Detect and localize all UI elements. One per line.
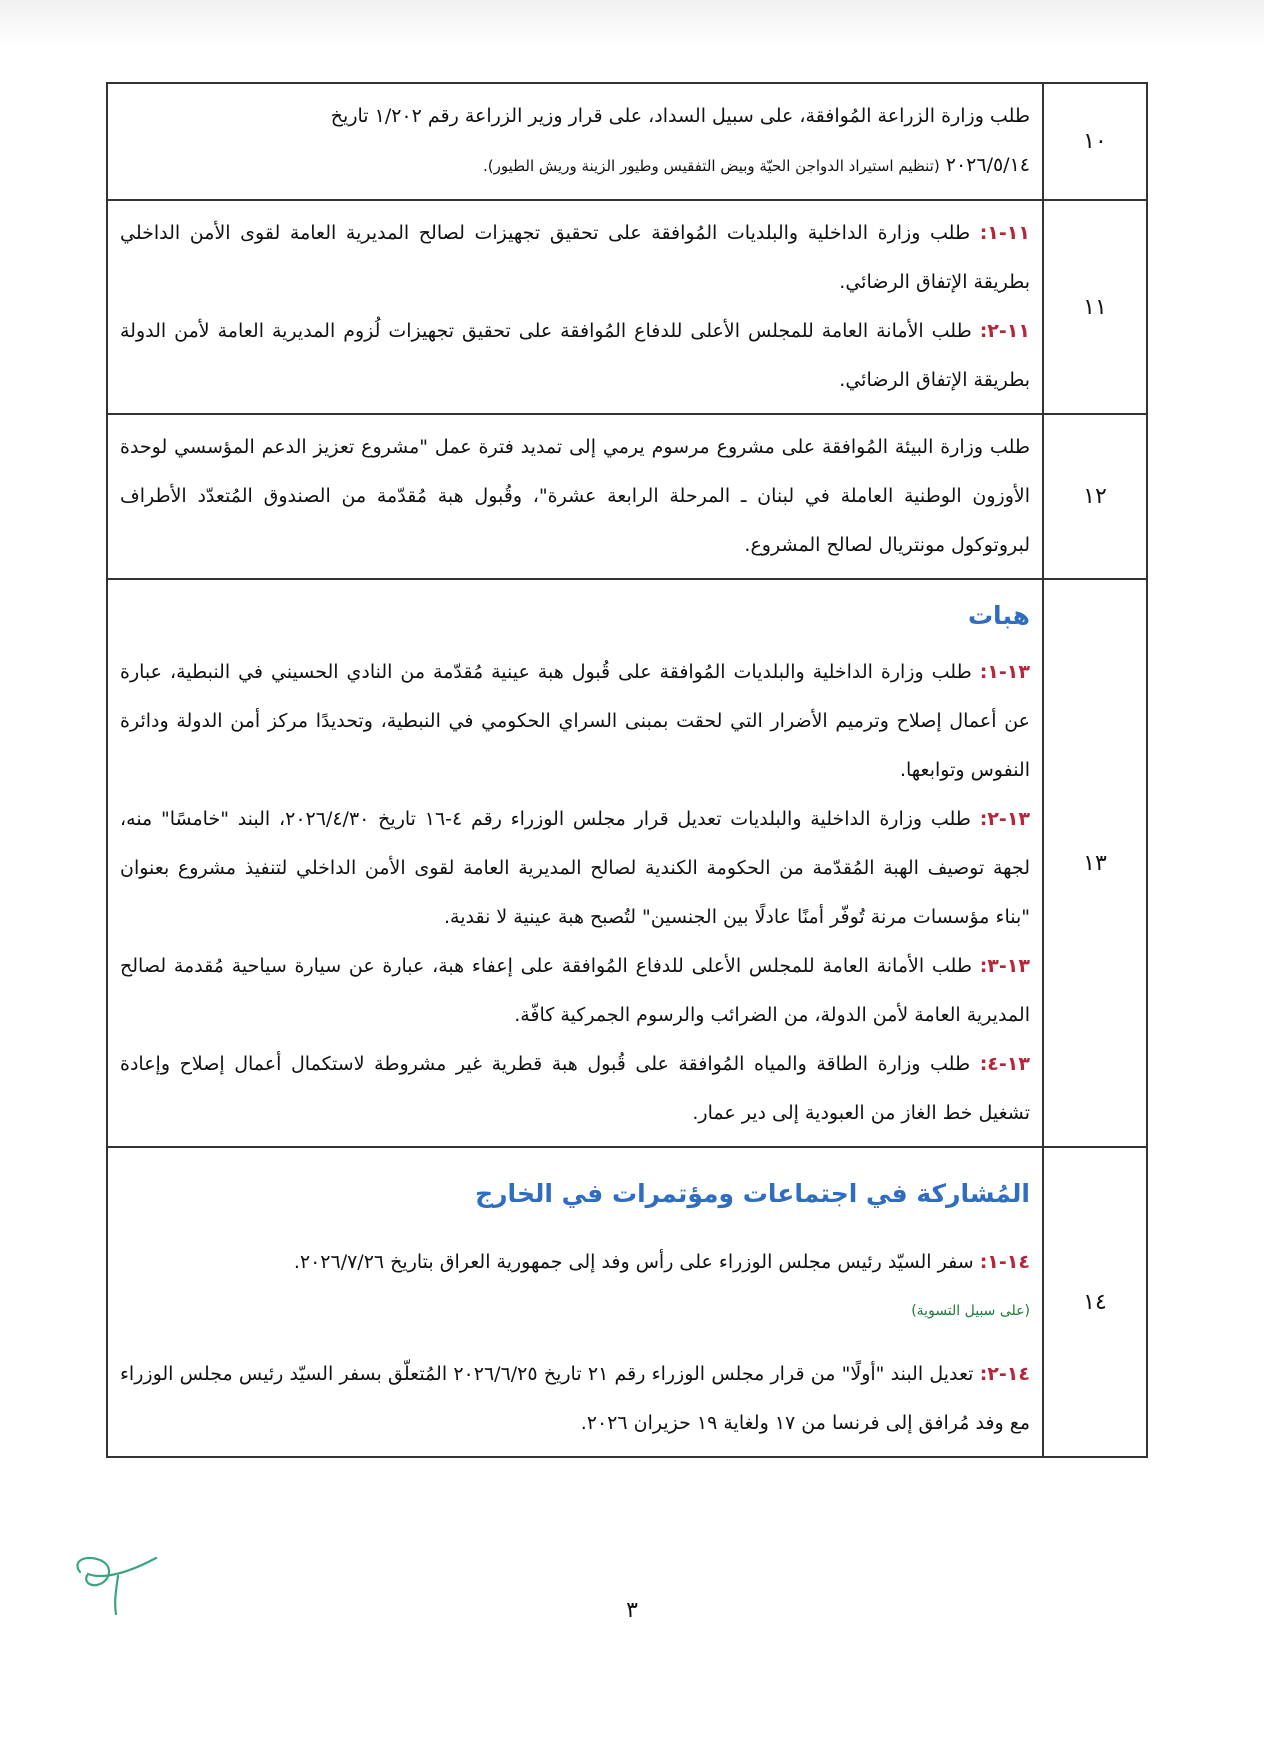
section-title: المُشاركة في اجتماعات ومؤتمرات في الخارج [475,1179,1030,1208]
sub-item-ref: ١٤-٢: [979,1363,1030,1385]
sub-item-ref: ١٣-٣: [979,955,1030,977]
item-number: ١٣ [1043,579,1147,1147]
sub-item-ref: ١٣-٤: [979,1053,1030,1075]
item-body [107,83,1043,200]
item-text [120,141,1030,191]
sub-item-ref: ١١-١: [979,222,1030,244]
page-top-shadow [0,0,1264,48]
table-row [107,200,1147,414]
table-row [107,1147,1147,1457]
sub-item [120,795,1030,942]
sub-item [120,209,1030,307]
item-note: (على سبيل التسوية) [911,1303,1030,1319]
sub-item-text: تعديل البند "أولًا" من قرار مجلس الوزراء رقم ٢١ تاريخ ٢٠٢٦/٦/٢٥ المُتعلّق بسفر السيّد رئيس مجلس الوزراء مع وفد مُرافق إلى فرنسا من ١٧ ولغاية ١٩ حزيران ٢٠٢٦. [120,1363,1030,1434]
sub-item-text: طلب الأمانة العامة للمجلس الأعلى للدفاع المُوافقة على تحقيق تجهيزات لُزوم المديرية العامة لأمن الدولة بطريقة الإتفاق الرضائي. [120,320,1030,391]
sub-item-ref: ١٣-١: [979,661,1030,683]
sub-item-text: طلب وزارة الطاقة والمياه المُوافقة على قُبول هبة قطرية غير مشروطة لاستكمال أعمال إصلاح وإعادة تشغيل خط الغاز من العبودية إلى دير عمار. [120,1053,1030,1124]
sub-item [120,1040,1030,1138]
table-row [107,414,1147,579]
sub-item [120,1350,1030,1448]
item-number: ١٢ [1043,414,1147,579]
item-number: ١١ [1043,200,1147,414]
sub-item-text: طلب وزارة الداخلية والبلديات المُوافقة على قُبول هبة عينية مُقدّمة من النادي الحسيني في النبطية، عبارة عن أعمال إصلاح وترميم الأضرار التي لحقت بمبنى السراي الحكومي في النبطية، وتحديدًا مركز أمن الدولة ودائرة النفوس وتوابعها. [120,661,1030,781]
item-note: (تنظيم استيراد الدواجن الحيّة وبيض التفقيس وطيور الزينة وريش الطيور). [482,157,940,175]
item-body [107,1147,1043,1457]
item-body [107,579,1043,1147]
sub-item-text: طلب الأمانة العامة للمجلس الأعلى للدفاع المُوافقة على إعفاء هبة، عبارة عن سيارة سياحية مُقدمة لصالح المديرية العامة لأمن الدولة، من الضرائب والرسوم الجمركية كافّة. [120,955,1030,1026]
sub-item-text: طلب وزارة الداخلية والبلديات تعديل قرار مجلس الوزراء رقم ٤-١٦ تاريخ ٢٠٢٦/٤/٣٠، البند "خامسًا" منه، لجهة توصيف الهبة المُقدّمة من الحكومة الكندية لصالح المديرية العامة لقوى الأمن الداخلي لتنفيذ مشروع بعنوان "بناء مؤسسات مرنة تُوفّر أمنًا عادلًا بين الجنسين" لتُصبح هبة عينية لا نقدية. [120,808,1030,928]
table-row [107,579,1147,1147]
sub-item-text: سفر السيّد رئيس مجلس الوزراء على رأس وفد إلى جمهورية العراق بتاريخ ٢٠٢٦/٧/٢٦. [293,1251,980,1273]
sub-item [120,1238,1030,1287]
item-body [107,414,1043,579]
date-text: ٢٠٢٦/٥/١٤ [945,154,1030,176]
sub-item [120,942,1030,1040]
sub-item-ref: ١١-٢: [979,320,1030,342]
table-row [107,83,1147,200]
page-number: ٣ [626,1598,638,1623]
agenda-table [106,82,1148,1458]
item-number: ١٤ [1043,1147,1147,1457]
item-text: طلب وزارة الزراعة المُوافقة، على سبيل السداد، على قرار وزير الزراعة رقم ١/٢٠٢ تاريخ [330,105,1030,127]
sub-item [120,307,1030,405]
sub-item [120,648,1030,795]
sub-item-text: طلب وزارة الداخلية والبلديات المُوافقة على تحقيق تجهيزات لصالح المديرية العامة لقوى الأمن الداخلي بطريقة الإتفاق الرضائي. [120,222,1030,293]
sub-item-ref: ١٣-٢: [979,808,1031,830]
spacer [120,1336,1030,1350]
item-text: طلب وزارة البيئة المُوافقة على مشروع مرسوم يرمي إلى تمديد فترة عمل "مشروع تعزيز الدعم المؤسسي لوحدة الأوزون الوطنية العاملة في لبنان ـ المرحلة الرابعة عشرة"، وقُبول هبة مُقدّمة من الصندوق المُتعدّد الأطراف لبروتوكول مونتريال لصالح المشروع. [120,436,1030,556]
item-body [107,200,1043,414]
sub-item-ref: ١٤-١: [979,1251,1030,1273]
section-title: هبات [967,601,1030,630]
item-number: ١٠ [1043,83,1147,200]
